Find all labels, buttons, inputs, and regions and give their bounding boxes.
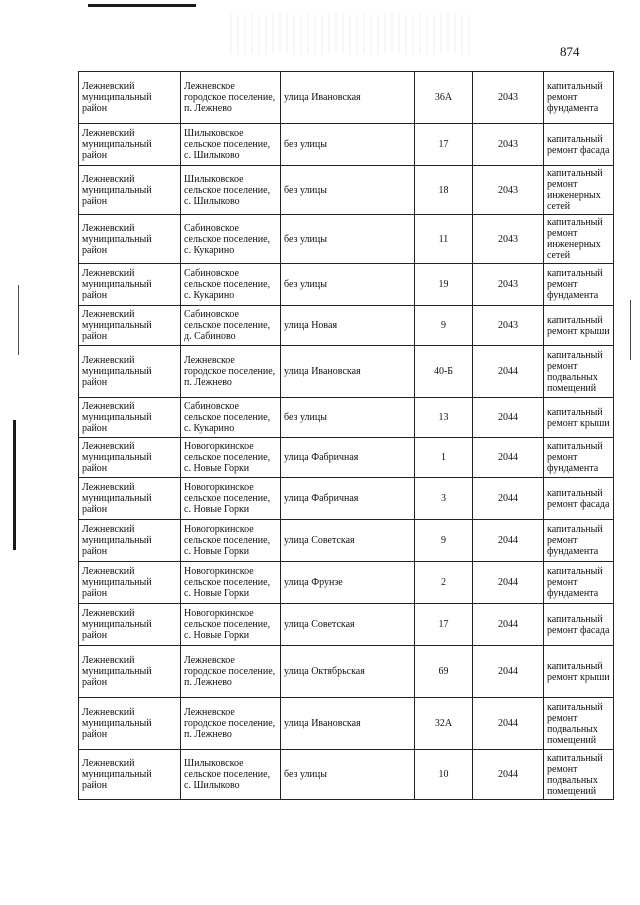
house-number-cell: 36А: [415, 72, 473, 124]
work-type-cell: капитальный ремонт подвальных помещений: [544, 698, 614, 750]
settlement-cell: Лежневское городское поселение, п. Лежнево: [181, 698, 281, 750]
district-cell: Лежневский муниципальный район: [79, 438, 181, 478]
work-type-cell: капитальный ремонт фундамента: [544, 264, 614, 306]
table-row: [79, 478, 614, 520]
table-row: [79, 750, 614, 800]
year-cell: 2043: [473, 306, 544, 346]
house-number-cell: 10: [415, 750, 473, 800]
table-row: [79, 72, 614, 124]
district-cell: Лежневский муниципальный район: [79, 398, 181, 438]
house-number-cell: 1: [415, 438, 473, 478]
street-cell: улица Ивановская: [281, 698, 415, 750]
table-row: [79, 166, 614, 215]
district-cell: Лежневский муниципальный район: [79, 478, 181, 520]
settlement-cell: Новогоркинское сельское поселение, с. Новые Горки: [181, 562, 281, 604]
district-cell: Лежневский муниципальный район: [79, 215, 181, 264]
scan-noise: [230, 14, 470, 54]
settlement-cell: Сабиновское сельское поселение, с. Кукарино: [181, 398, 281, 438]
house-number-cell: 69: [415, 646, 473, 698]
street-cell: улица Советская: [281, 520, 415, 562]
district-cell: Лежневский муниципальный район: [79, 698, 181, 750]
year-cell: 2043: [473, 215, 544, 264]
settlement-cell: Лежневское городское поселение, п. Лежнево: [181, 346, 281, 398]
work-type-cell: капитальный ремонт фундамента: [544, 438, 614, 478]
table-row: [79, 264, 614, 306]
year-cell: 2043: [473, 124, 544, 166]
year-cell: 2044: [473, 478, 544, 520]
house-number-cell: 18: [415, 166, 473, 215]
table-row: [79, 215, 614, 264]
year-cell: 2043: [473, 166, 544, 215]
scan-artifact-right: [630, 300, 631, 360]
year-cell: 2044: [473, 698, 544, 750]
district-cell: Лежневский муниципальный район: [79, 346, 181, 398]
work-type-cell: капитальный ремонт крыши: [544, 306, 614, 346]
work-type-cell: капитальный ремонт фасада: [544, 604, 614, 646]
year-cell: 2043: [473, 264, 544, 306]
year-cell: 2043: [473, 72, 544, 124]
house-number-cell: 3: [415, 478, 473, 520]
settlement-cell: Новогоркинское сельское поселение, с. Новые Горки: [181, 520, 281, 562]
table-row: [79, 124, 614, 166]
year-cell: 2044: [473, 346, 544, 398]
street-cell: улица Фрунзе: [281, 562, 415, 604]
settlement-cell: Новогоркинское сельское поселение, с. Новые Горки: [181, 478, 281, 520]
year-cell: 2044: [473, 398, 544, 438]
district-cell: Лежневский муниципальный район: [79, 124, 181, 166]
settlement-cell: Сабиновское сельское поселение, д. Сабиново: [181, 306, 281, 346]
table-row: [79, 346, 614, 398]
scan-artifact-tick: [18, 285, 19, 355]
district-cell: Лежневский муниципальный район: [79, 264, 181, 306]
district-cell: Лежневский муниципальный район: [79, 562, 181, 604]
work-type-cell: капитальный ремонт фасада: [544, 124, 614, 166]
house-number-cell: 40-Б: [415, 346, 473, 398]
settlement-cell: Шилыковское сельское поселение, с. Шилыково: [181, 750, 281, 800]
work-type-cell: капитальный ремонт фундамента: [544, 520, 614, 562]
district-cell: Лежневский муниципальный район: [79, 306, 181, 346]
table-row: [79, 306, 614, 346]
year-cell: 2044: [473, 438, 544, 478]
house-number-cell: 9: [415, 306, 473, 346]
settlement-cell: Лежневское городское поселение, п. Лежнево: [181, 72, 281, 124]
year-cell: 2044: [473, 520, 544, 562]
table-body: [79, 72, 614, 800]
year-cell: 2044: [473, 604, 544, 646]
house-number-cell: 17: [415, 604, 473, 646]
settlement-cell: Шилыковское сельское поселение, с. Шилыково: [181, 166, 281, 215]
street-cell: без улицы: [281, 215, 415, 264]
street-cell: улица Ивановская: [281, 72, 415, 124]
table-row: [79, 520, 614, 562]
work-type-cell: капитальный ремонт подвальных помещений: [544, 346, 614, 398]
district-cell: Лежневский муниципальный район: [79, 604, 181, 646]
district-cell: Лежневский муниципальный район: [79, 646, 181, 698]
table-row: [79, 698, 614, 750]
street-cell: без улицы: [281, 124, 415, 166]
table-row: [79, 398, 614, 438]
work-type-cell: капитальный ремонт крыши: [544, 398, 614, 438]
settlement-cell: Сабиновское сельское поселение, с. Кукарино: [181, 264, 281, 306]
table-row: [79, 438, 614, 478]
house-number-cell: 17: [415, 124, 473, 166]
settlement-cell: Новогоркинское сельское поселение, с. Новые Горки: [181, 604, 281, 646]
house-number-cell: 32А: [415, 698, 473, 750]
house-number-cell: 9: [415, 520, 473, 562]
street-cell: улица Ивановская: [281, 346, 415, 398]
street-cell: улица Октябрьская: [281, 646, 415, 698]
scan-artifact-top: [88, 4, 196, 7]
district-cell: Лежневский муниципальный район: [79, 72, 181, 124]
street-cell: улица Фабричная: [281, 438, 415, 478]
year-cell: 2044: [473, 646, 544, 698]
settlement-cell: Шилыковское сельское поселение, с. Шилыково: [181, 124, 281, 166]
scan-artifact-left: [13, 420, 16, 550]
house-number-cell: 19: [415, 264, 473, 306]
work-type-cell: капитальный ремонт инженерных сетей: [544, 166, 614, 215]
street-cell: без улицы: [281, 750, 415, 800]
settlement-cell: Сабиновское сельское поселение, с. Кукарино: [181, 215, 281, 264]
district-cell: Лежневский муниципальный район: [79, 166, 181, 215]
work-type-cell: капитальный ремонт инженерных сетей: [544, 215, 614, 264]
street-cell: без улицы: [281, 264, 415, 306]
page-number: 874: [560, 44, 580, 59]
year-cell: 2044: [473, 750, 544, 800]
street-cell: без улицы: [281, 166, 415, 215]
settlement-cell: Лежневское городское поселение, п. Лежнево: [181, 646, 281, 698]
table-row: [79, 646, 614, 698]
street-cell: улица Советская: [281, 604, 415, 646]
settlement-cell: Новогоркинское сельское поселение, с. Новые Горки: [181, 438, 281, 478]
repair-schedule-table: [78, 71, 614, 800]
district-cell: Лежневский муниципальный район: [79, 750, 181, 800]
table-row: [79, 604, 614, 646]
house-number-cell: 13: [415, 398, 473, 438]
year-cell: 2044: [473, 562, 544, 604]
work-type-cell: капитальный ремонт фасада: [544, 478, 614, 520]
house-number-cell: 11: [415, 215, 473, 264]
work-type-cell: капитальный ремонт подвальных помещений: [544, 750, 614, 800]
street-cell: без улицы: [281, 398, 415, 438]
house-number-cell: 2: [415, 562, 473, 604]
table-row: [79, 562, 614, 604]
work-type-cell: капитальный ремонт крыши: [544, 646, 614, 698]
street-cell: улица Фабричная: [281, 478, 415, 520]
district-cell: Лежневский муниципальный район: [79, 520, 181, 562]
work-type-cell: капитальный ремонт фундамента: [544, 72, 614, 124]
work-type-cell: капитальный ремонт фундамента: [544, 562, 614, 604]
street-cell: улица Новая: [281, 306, 415, 346]
